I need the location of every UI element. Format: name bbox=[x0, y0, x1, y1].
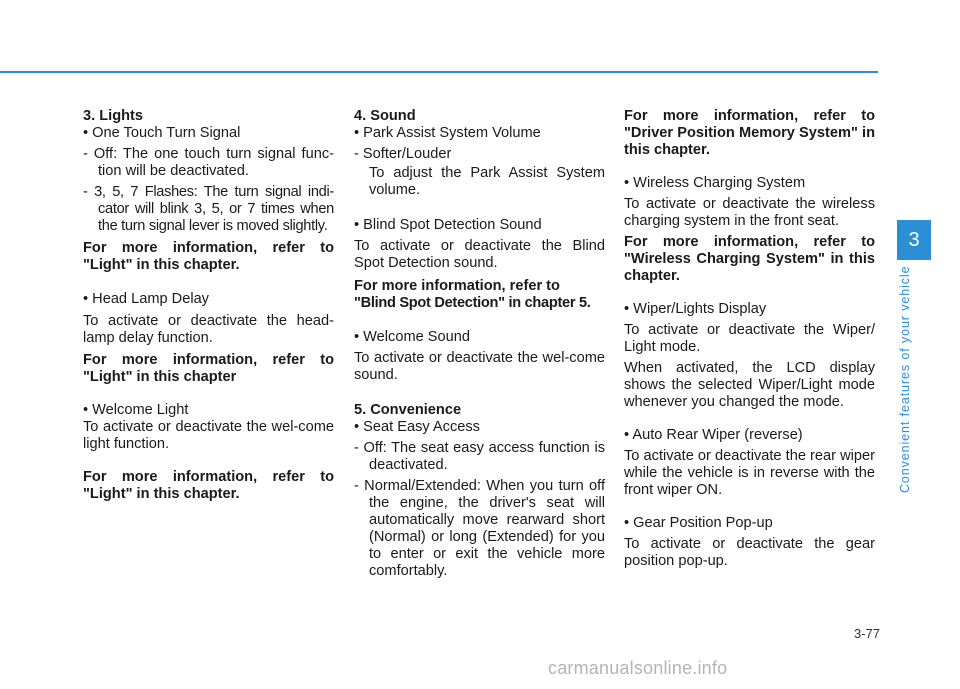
section-heading-lights: 3. Lights bbox=[83, 108, 143, 124]
section-heading-sound: 4. Sound bbox=[354, 108, 416, 124]
reference-light-1: For more information, refer to "Light" in this chapter. bbox=[83, 240, 334, 273]
bullet-one-touch-turn-signal: • One Touch Turn Signal bbox=[83, 125, 241, 141]
bullet-blind-spot-sound: • Blind Spot Detection Sound bbox=[354, 217, 542, 233]
chapter-tab: 3 bbox=[897, 220, 931, 260]
reference-wireless-charging: For more information, refer to "Wireless Charging System" in this chapter. bbox=[624, 234, 875, 284]
desc-blind-spot-sound: To activate or deactivate the Blind Spot Detection sound. bbox=[354, 238, 605, 271]
reference-light-2: For more information, refer to "Light" in this chapter bbox=[83, 352, 334, 385]
column-1 bbox=[83, 108, 334, 503]
desc-welcome-light: To activate or deactivate the wel-come light function. bbox=[83, 419, 334, 452]
bullet-wireless-charging: • Wireless Charging System bbox=[624, 175, 806, 191]
desc-gear-position-popup: To activate or deactivate the gear position pop-up. bbox=[624, 536, 875, 569]
watermark: carmanualsonline.info bbox=[548, 658, 728, 678]
column-2 bbox=[354, 108, 605, 580]
top-rule bbox=[0, 71, 878, 73]
desc-park-assist-volume: To adjust the Park Assist System volume. bbox=[369, 165, 605, 198]
desc-wireless-charging: To activate or deactivate the wireless charging system in the front seat. bbox=[624, 196, 875, 229]
dash-item-seat-off: - Off: The seat easy access function is deactivated. bbox=[354, 440, 605, 473]
bullet-welcome-sound: • Welcome Sound bbox=[354, 329, 470, 345]
dash-item-flashes: - 3, 5, 7 Flashes: The turn signal indi-cator will blink 3, 5, or 7 times when the turn signal lever is moved slightly. bbox=[83, 184, 334, 234]
bullet-gear-position-popup: • Gear Position Pop-up bbox=[624, 515, 773, 531]
bullet-park-assist-volume: • Park Assist System Volume bbox=[354, 125, 541, 141]
desc-welcome-sound: To activate or deactivate the wel-come sound. bbox=[354, 350, 605, 383]
reference-blind-spot-2: "Blind Spot Detection" in chapter 5. bbox=[354, 295, 591, 311]
page-number: 3-77 bbox=[853, 626, 880, 641]
bullet-welcome-light: • Welcome Light bbox=[83, 402, 189, 418]
reference-driver-position-memory: For more information, refer to "Driver Position Memory System" in this chapter. bbox=[624, 108, 875, 158]
section-heading-convenience: 5. Convenience bbox=[354, 402, 462, 418]
bullet-wiper-lights-display: • Wiper/Lights Display bbox=[624, 301, 767, 317]
bullet-seat-easy-access: • Seat Easy Access bbox=[354, 419, 480, 435]
desc-wiper-lights-lcd: When activated, the LCD display shows the selected Wiper/Light mode whenever you changed the mode. bbox=[624, 360, 875, 410]
desc-auto-rear-wiper: To activate or deactivate the rear wiper while the vehicle is in reverse with the front wiper ON. bbox=[624, 448, 875, 498]
reference-blind-spot-1: For more information, refer to bbox=[354, 278, 560, 294]
dash-item-softer-louder: - Softer/Louder bbox=[354, 146, 452, 162]
bullet-head-lamp-delay: • Head Lamp Delay bbox=[83, 291, 209, 307]
column-3 bbox=[624, 108, 875, 570]
dash-item-off: - Off: The one touch turn signal func-tion will be deactivated. bbox=[83, 146, 334, 179]
dash-item-normal-extended: - Normal/Extended: When you turn off the engine, the driver's seat will automatically move rearward short (Normal) or long (Extended) for you to enter or exit the vehicle more comfortably. bbox=[354, 478, 605, 579]
chapter-side-title: Convenient features of your vehicle bbox=[898, 265, 912, 493]
bullet-auto-rear-wiper: • Auto Rear Wiper (reverse) bbox=[624, 427, 803, 443]
desc-wiper-lights-display: To activate or deactivate the Wiper/ Light mode. bbox=[624, 322, 875, 355]
desc-head-lamp-delay: To activate or deactivate the head-lamp delay function. bbox=[83, 313, 334, 346]
reference-light-3: For more information, refer to "Light" in this chapter. bbox=[83, 469, 334, 502]
